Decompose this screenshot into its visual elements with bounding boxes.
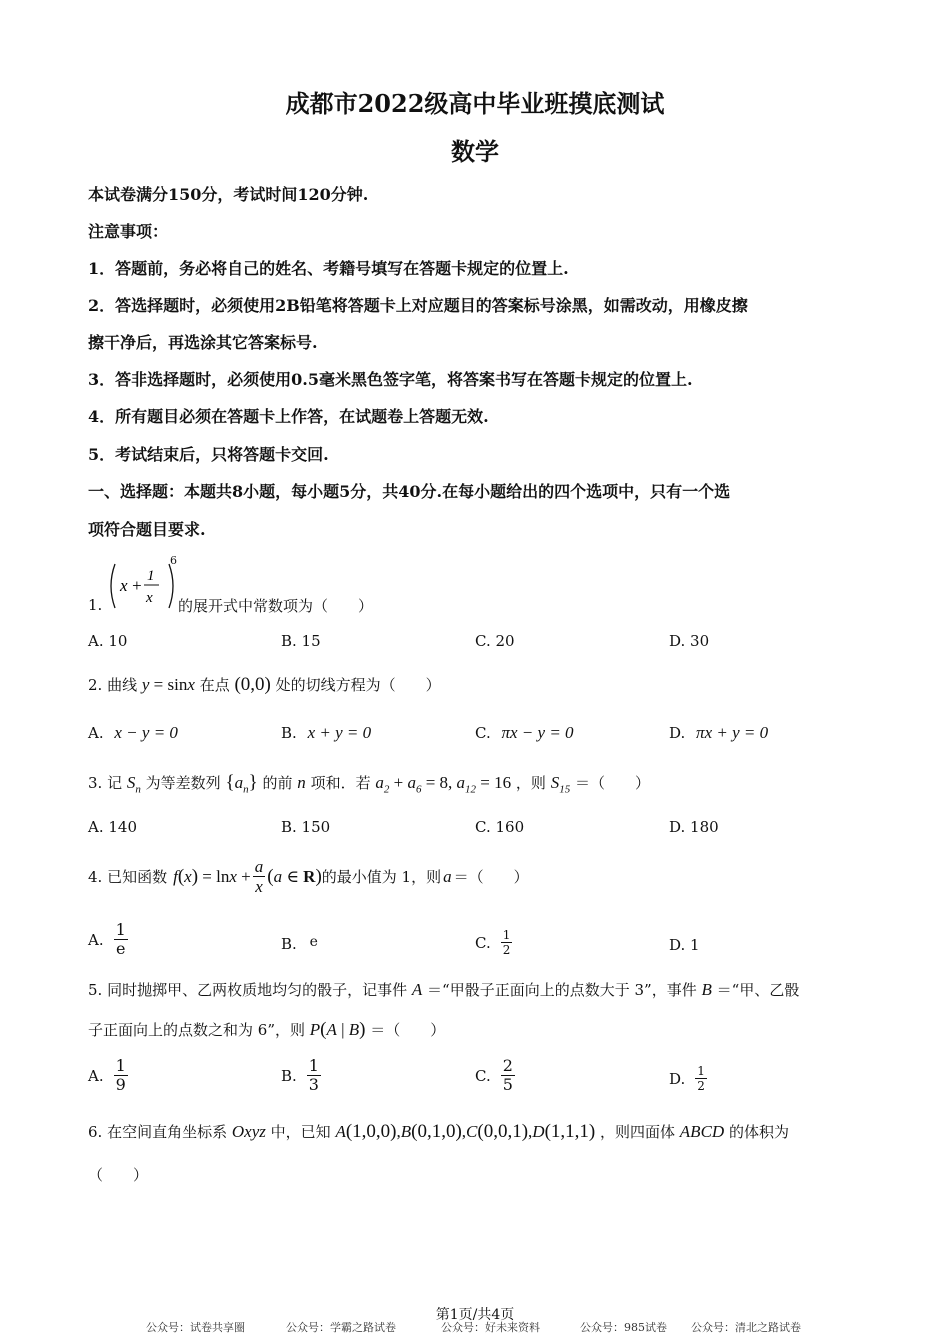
q3-an: $\{a_n\}$: [225, 772, 258, 796]
q1-number: 1.: [88, 596, 103, 614]
svg-text:x: x: [146, 590, 153, 606]
svg-text:+: +: [131, 576, 143, 595]
q2-line: [88, 674, 441, 696]
note-5: 5．考试结束后，只将答题卡交回.: [88, 445, 329, 464]
q2-option-d: [669, 723, 768, 743]
exam-intro: 本试卷满分150分，考试时间120分钟.: [88, 185, 369, 204]
q3-t1: 为等差数列: [145, 774, 221, 792]
q4-prefix: 4. 已知函数: [88, 868, 168, 886]
q1-option-a: A. 10: [88, 632, 128, 650]
q5-option-c-label: C.: [475, 1066, 491, 1085]
note-1: 1．答题前，务必将自己的姓名、考籍号填写在答题卡规定的位置上.: [88, 259, 569, 278]
q5-option-b-fraction: $\frac{1}{3}$: [308, 1056, 319, 1094]
q2-prefix: 2. 曲线: [88, 676, 138, 694]
q4-function: f(x) = lnx +: [173, 865, 251, 887]
q2-suffix: 处的切线方程为（ ）: [275, 676, 441, 694]
footer-item-5: 公众号：清北之路试卷: [691, 1321, 801, 1334]
footer-item-2: 公众号：学霸之路试卷: [286, 1321, 396, 1334]
q1-paren-svg: [106, 560, 178, 612]
q5-option-a-fraction: $\frac{1}{9}$: [115, 1056, 126, 1094]
q4-option-b-value: e: [309, 934, 318, 950]
note-3: 3．答非选择题时，必须使用0.5毫米黑色签字笔，将答案书写在答题卡规定的位置上.: [88, 370, 693, 389]
q5-option-b-label: B.: [281, 1066, 297, 1085]
q3-option-c: C. 160: [475, 818, 525, 836]
q1-expression: [106, 560, 178, 617]
q6-t1: 中，已知: [270, 1123, 331, 1141]
q6-points: A(1,0,0),B(0,1,0),C(0,0,1),D(1,1,1): [335, 1121, 596, 1142]
q5-option-a-label: A.: [88, 1066, 104, 1085]
q5-option-d: [669, 1065, 709, 1092]
q6-line-2: （ ）: [88, 1166, 149, 1184]
q6-abcd: ABCD: [679, 1122, 725, 1141]
note-2: 2．答选择题时，必须使用2B铅笔将答题卡上对应题目的答案标号涂黑，如需改动，用橡皮擦: [88, 296, 748, 315]
q5-line-1: [88, 979, 799, 1000]
q3-s15: $S_{15}$: [550, 773, 571, 796]
q4-option-c-fraction: $\frac{1}{2}$: [502, 928, 511, 957]
q5-line1a: 5. 同时抛掷甲、乙两枚质地均匀的骰子，记事件: [88, 981, 408, 999]
q2-option-c-label: C.: [475, 724, 491, 742]
q2-option-a-label: A.: [88, 724, 104, 742]
q1-text: 的展开式中常数项为（ ）: [178, 597, 374, 615]
notes-header: 注意事项：: [88, 222, 169, 241]
q3-t5: ＝（ ）: [575, 774, 651, 792]
q1-exponent: 6: [170, 554, 177, 567]
q5-option-b: [281, 1058, 323, 1093]
q4-line: [88, 858, 529, 895]
q3-n: n: [297, 773, 306, 792]
q5-line2a: 子正面向上的点数之和为 6”，则: [88, 1021, 305, 1039]
q2-curve: y = sinx: [141, 675, 195, 694]
q5-event-a: A: [411, 980, 423, 999]
q2-point: (0,0): [234, 674, 271, 695]
q3-prefix: 3. 记: [88, 774, 123, 792]
q3-t3: 项和．若: [310, 774, 371, 792]
q3-t2: 的前: [262, 774, 293, 792]
q6-t3: 的体积为: [728, 1123, 789, 1141]
q4-option-c-label: C.: [475, 933, 491, 952]
footer-item-3: 公众号：好未来资料: [441, 1321, 540, 1334]
q4-domain: (a ∈ R): [267, 865, 322, 887]
q3-option-d: D. 180: [669, 818, 719, 836]
q1-option-b: B. 15: [281, 632, 321, 650]
q5-option-c-fraction: $\frac{2}{5}$: [502, 1056, 513, 1094]
section-1-heading: 一、选择题：本题共8小题，每小题5分，共40分.在每小题给出的四个选项中，只有一个选: [88, 482, 731, 501]
q5-event-b: B: [701, 980, 712, 999]
q4-option-a-fraction: $\frac{1}{e}$: [115, 920, 126, 958]
exam-subject: 数学: [451, 137, 499, 166]
q5-option-d-label: D.: [669, 1069, 686, 1088]
q4-a: a: [443, 866, 452, 886]
q6-line-1: [88, 1121, 789, 1143]
note-4: 4．所有题目必须在答题卡上作答，在试题卷上答题无效.: [88, 407, 489, 426]
q4-option-c: [475, 929, 514, 956]
footer-item-1: 公众号：试卷共享圈: [146, 1321, 245, 1334]
q3-condition: $a_2 + a_6 = 8$, $a_{12} = 16$: [375, 773, 512, 796]
note-2-cont: 擦干净后，再选涂其它答案标号.: [88, 333, 318, 352]
q2-option-d-value: πx + y = 0: [696, 723, 769, 742]
q5-option-d-fraction: $\frac{1}{2}$: [697, 1064, 705, 1093]
svg-text:1: 1: [147, 568, 155, 584]
q3-option-a: A. 140: [88, 818, 137, 836]
q6-oxyz: Oxyz: [231, 1122, 266, 1141]
svg-text:x: x: [120, 576, 128, 595]
q4-option-a-label: A.: [88, 930, 104, 949]
q5-line-2: [88, 1019, 445, 1041]
q2-option-c: [475, 723, 574, 743]
q6-prefix: 6. 在空间直角坐标系: [88, 1123, 228, 1141]
q5-prob: P(A | B): [309, 1019, 366, 1040]
q3-sn: $S_n$: [126, 773, 141, 796]
q2-option-c-value: πx − y = 0: [501, 723, 574, 742]
q3-t4: ，则: [515, 774, 546, 792]
q2-mid: 在点: [199, 676, 230, 694]
q3-option-b: B. 150: [281, 818, 331, 836]
q2-option-b-value: x + y = 0: [307, 723, 372, 742]
q2-option-b: [281, 723, 371, 743]
q3-line: [88, 772, 650, 795]
q2-option-a-value: x − y = 0: [114, 723, 178, 742]
q4-suffix: 的最小值为 1，则: [321, 868, 442, 886]
q2-option-a: [88, 723, 178, 743]
q6-t2: ，则四面体: [600, 1123, 676, 1141]
q5-line2b: ＝（ ）: [370, 1021, 446, 1039]
q2-option-d-label: D.: [669, 724, 686, 742]
q4-option-d: D. 1: [669, 936, 700, 954]
q4-option-a: [88, 922, 130, 957]
q1-option-d: D. 30: [669, 632, 710, 650]
footer-item-4: 公众号：985试卷: [580, 1321, 667, 1334]
q4-fraction: $\frac{a}{x}$: [254, 857, 264, 896]
q2-option-b-label: B.: [281, 724, 297, 742]
q4-option-b: [281, 934, 318, 953]
q5-line1b: ＝“甲骰子正面向上的点数大于 3”，事件: [427, 981, 697, 999]
page-number: 第1页/共4页: [435, 1307, 515, 1323]
q5-option-a: [88, 1058, 130, 1093]
exam-title: 成都市2022级高中毕业班摸底测试: [285, 89, 665, 118]
section-1-heading-cont: 项符合题目要求.: [88, 520, 206, 539]
q5-line1c: ＝“甲、乙骰: [716, 981, 800, 999]
q4-option-b-label: B.: [281, 935, 297, 953]
q4-end: ＝（ ）: [453, 868, 529, 886]
q1-option-c: C. 20: [475, 632, 515, 650]
q5-option-c: [475, 1058, 517, 1093]
